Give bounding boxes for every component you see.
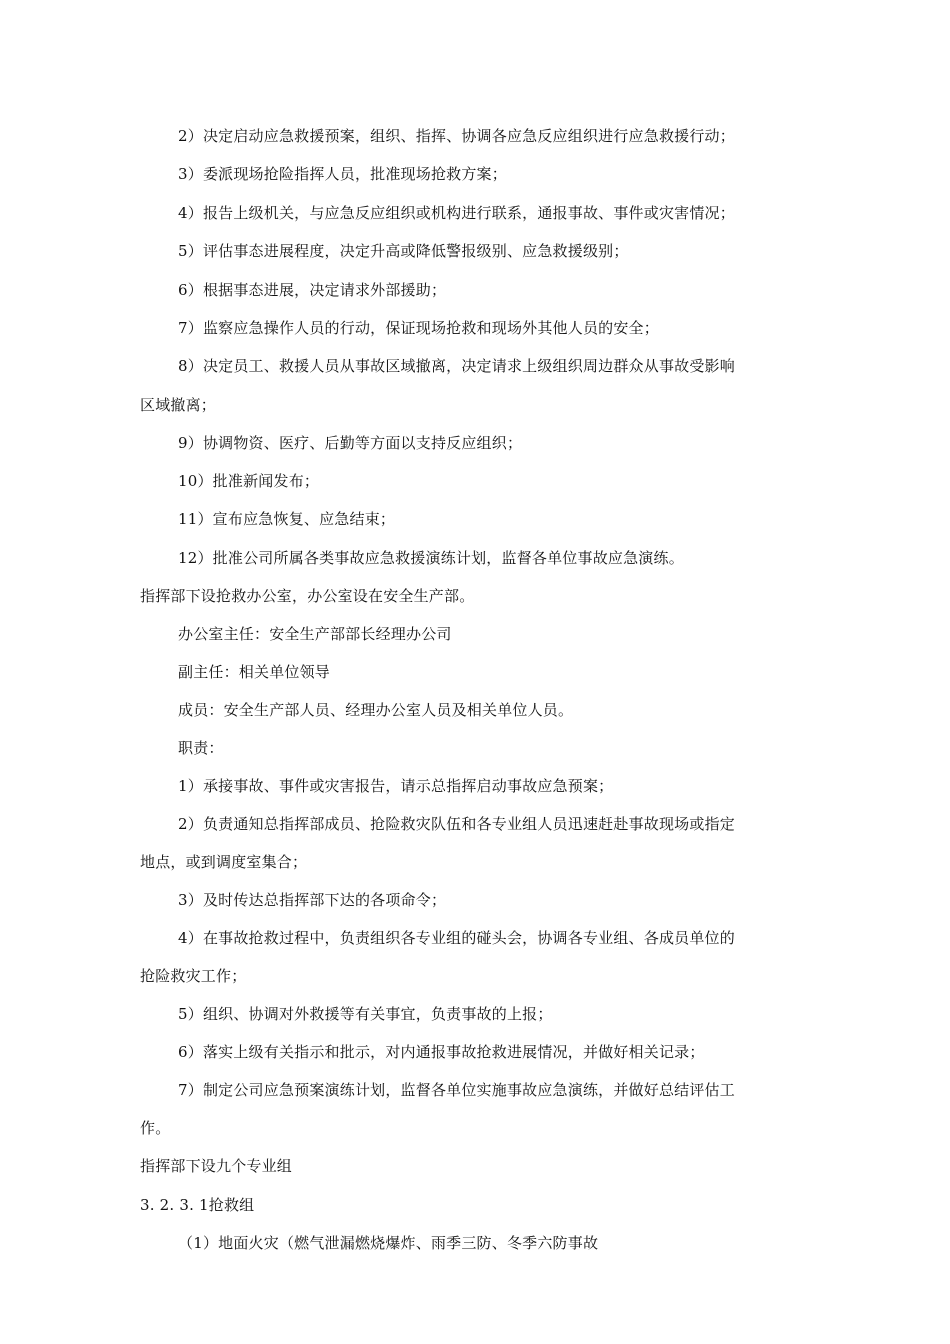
text-line: 抢险救灾工作； (140, 967, 247, 985)
text-line: 成员：安全生产部人员、经理办公室人员及相关单位人员。 (178, 701, 574, 719)
text-line: 4）在事故抢救过程中，负责组织各专业组的碰头会，协调各专业组、各成员单位的 (178, 929, 735, 947)
text-line: 1）承接事故、事件或灾害报告，请示总指挥启动事故应急预案； (178, 777, 614, 795)
text-line: 地点，或到调度室集合； (140, 853, 308, 871)
text-line: 11）宣布应急恢复、应急结束； (178, 510, 396, 528)
text-line: 6）根据事态进展，决定请求外部援助； (178, 281, 447, 299)
text-line: 6）落实上级有关指示和批示，对内通报事故抢救进展情况，并做好相关记录； (178, 1043, 705, 1061)
text-line: 指挥部下设九个专业组 (140, 1157, 293, 1175)
text-line: （1）地面火灾（燃气泄漏燃烧爆炸、雨季三防、冬季六防事故 (178, 1234, 599, 1252)
text-line: 3）及时传达总指挥部下达的各项命令； (178, 891, 447, 909)
text-line: 作。 (140, 1119, 171, 1137)
text-line: 8）决定员工、救援人员从事故区域撤离，决定请求上级组织周边群众从事故受影响 (178, 357, 735, 375)
text-line: 2）决定启动应急救援预案，组织、指挥、协调各应急反应组织进行应急救援行动； (178, 127, 735, 145)
text-line: 区域撤离； (140, 396, 217, 414)
text-line: 5）组织、协调对外救援等有关事宜，负责事故的上报； (178, 1005, 553, 1023)
text-line: 4）报告上级机关，与应急反应组织或机构进行联系，通报事故、事件或灾害情况； (178, 204, 735, 222)
text-line: 10）批准新闻发布； (178, 472, 320, 490)
text-line: 5）评估事态进展程度，决定升高或降低警报级别、应急救援级别； (178, 242, 629, 260)
text-line: 7）监察应急操作人员的行动，保证现场抢救和现场外其他人员的安全； (178, 319, 659, 337)
text-line: 3）委派现场抢险指挥人员，批准现场抢救方案； (178, 165, 507, 183)
section-heading: 3. 2. 3. 1抢救组 (140, 1196, 255, 1214)
text-line: 副主任：相关单位领导 (178, 663, 331, 681)
text-line: 12）批准公司所属各类事故应急救援演练计划，监督各单位事故应急演练。 (178, 549, 684, 567)
text-line: 职责： (178, 739, 224, 757)
text-line: 2）负责通知总指挥部成员、抢险救灾队伍和各专业组人员迅速赶赴事故现场或指定 (178, 815, 735, 833)
text-line: 指挥部下设抢救办公室，办公室设在安全生产部。 (140, 587, 475, 605)
text-line: 9）协调物资、医疗、后勤等方面以支持反应组织； (178, 434, 523, 452)
text-line: 7）制定公司应急预案演练计划，监督各单位实施事故应急演练，并做好总结评估工 (178, 1081, 735, 1099)
text-line: 办公室主任：安全生产部部长经理办公司 (178, 625, 452, 643)
